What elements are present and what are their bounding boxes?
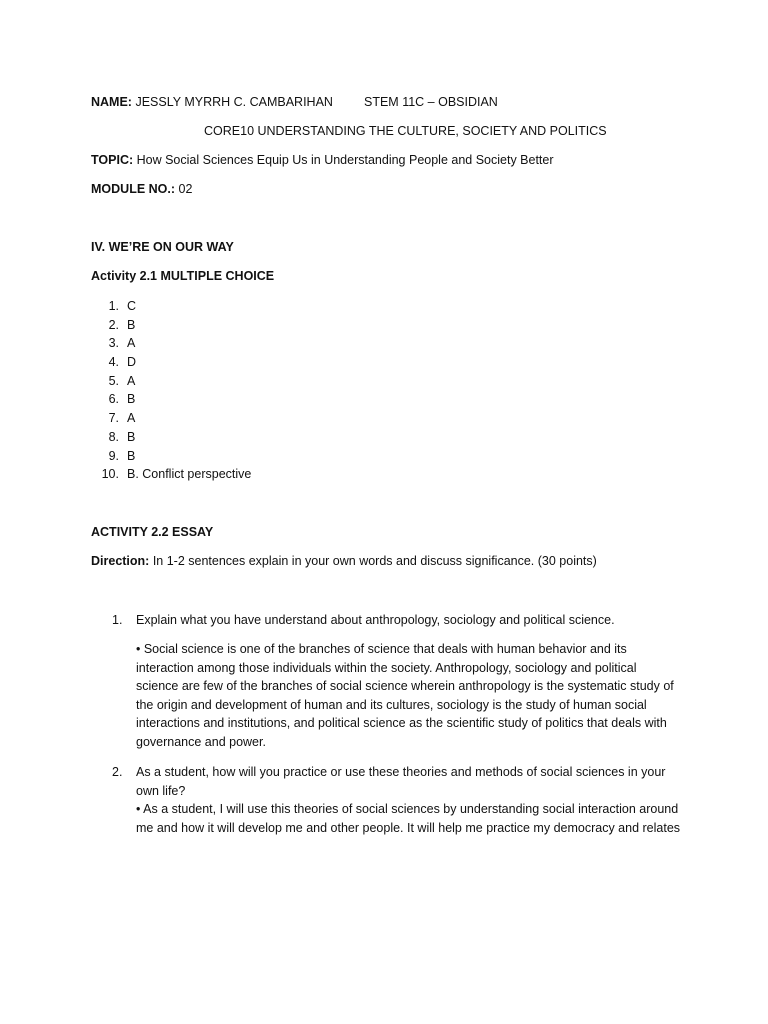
topic-value: How Social Sciences Equip Us in Understanding People and Society Better: [133, 153, 554, 167]
section-label: STEM 11C – OBSIDIAN: [364, 95, 498, 109]
item-number: 2.: [108, 317, 119, 332]
direction-line: [91, 553, 597, 569]
item-number: 7.: [108, 411, 119, 426]
item-number: 4.: [108, 355, 119, 370]
item-number: 9.: [108, 448, 119, 463]
question-number: 2.: [112, 765, 123, 779]
list-item: [91, 297, 251, 316]
list-item: [91, 334, 251, 353]
question-number: 1.: [112, 613, 123, 627]
item-answer: B: [127, 392, 136, 407]
module-value: 02: [175, 182, 193, 196]
direction-text: In 1-2 sentences explain in your own words and discuss significance. (30 points): [149, 554, 597, 568]
item-number: 8.: [108, 429, 119, 444]
item-answer: A: [127, 336, 136, 351]
item-answer: B: [127, 429, 136, 444]
activity1-heading: Activity 2.1 MULTIPLE CHOICE: [91, 269, 275, 283]
list-item: [91, 447, 251, 466]
module-line: [91, 181, 192, 197]
module-label: MODULE NO.:: [91, 182, 176, 196]
activity2-heading: ACTIVITY 2.2 ESSAY: [91, 525, 214, 539]
question-text: As a student, how will you practice or use these theories and methods of social sciences in your own life?: [136, 765, 666, 798]
essay-answer-2: • As a student, I will use this theories of social sciences by understanding social interaction around me and how it will develop me and other people. It will help me practice my democracy and relates: [136, 802, 681, 835]
essay-question-1: [112, 611, 682, 630]
multiple-choice-answers: [91, 297, 251, 484]
list-item: [91, 409, 251, 428]
list-item: [91, 353, 251, 372]
item-answer: D: [127, 355, 137, 370]
topic-line: [91, 152, 554, 168]
list-item: [91, 428, 251, 447]
topic-label: TOPIC:: [91, 153, 134, 167]
list-item: [91, 390, 251, 409]
part-heading: IV. WE’RE ON OUR WAY: [91, 240, 234, 254]
list-item: [91, 372, 251, 391]
item-number: 3.: [108, 336, 119, 351]
list-item: [91, 465, 251, 484]
item-number: 6.: [108, 392, 119, 407]
essay-answer-1: • Social science is one of the branches of science that deals with human behavior and its interaction among those individuals within the society. Anthropology, sociology and political science are few of the branches of social science wherein anthropology is the systematic study of the origin and development of human and its cultures, sociology is the study of human social interactions and institutions, and political science as the scientific study of politics that deals with governance and power.: [136, 642, 674, 749]
item-number: 5.: [108, 373, 119, 388]
direction-label: Direction:: [91, 554, 150, 568]
name-value: JESSLY MYRRH C. CAMBARIHAN: [131, 95, 333, 109]
student-name: [91, 94, 333, 110]
item-answer: C: [127, 299, 137, 313]
essay-question-2: [112, 763, 682, 837]
item-answer: B. Conflict perspective: [127, 467, 252, 482]
item-number: 1.: [108, 299, 119, 313]
item-answer: A: [127, 411, 136, 426]
item-answer: B: [127, 317, 136, 332]
list-item: [91, 316, 251, 335]
name-label: NAME:: [91, 95, 132, 109]
subject-title: CORE10 UNDERSTANDING THE CULTURE, SOCIETY AND POLITICS: [204, 124, 607, 138]
question-text: Explain what you have understand about anthropology, sociology and political science.: [136, 613, 615, 627]
item-answer: B: [127, 448, 136, 463]
item-number: 10.: [101, 467, 119, 482]
item-answer: A: [127, 373, 136, 388]
